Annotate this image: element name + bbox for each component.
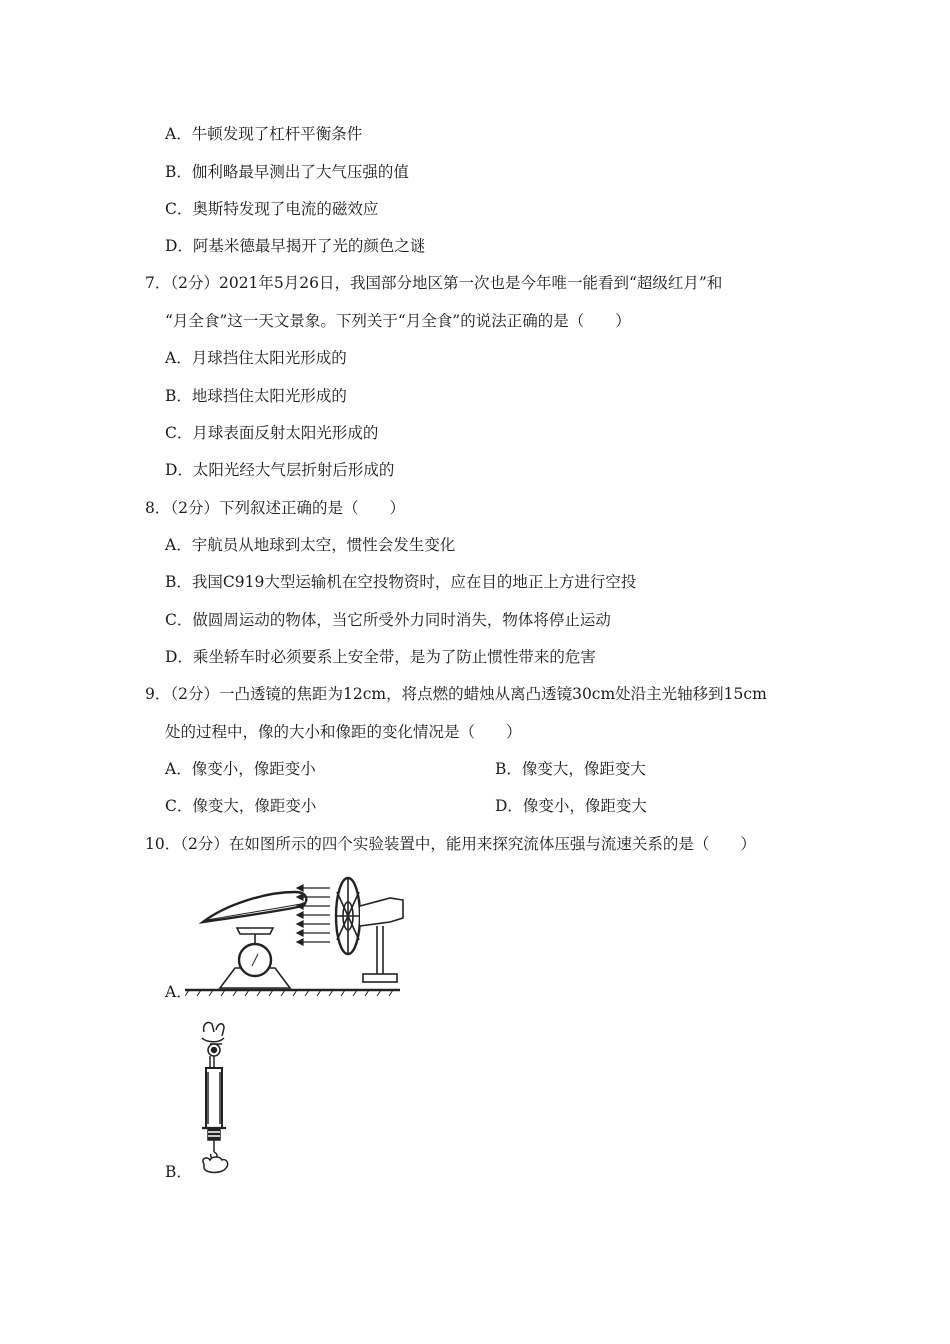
q6-option-c: C．奥斯特发现了电流的磁效应 xyxy=(165,200,379,218)
q10-figure-b xyxy=(192,1018,240,1178)
q6-option-a: A．牛顿发现了杠杆平衡条件 xyxy=(165,125,363,143)
q7-stem-line2: “月全食”这一天文景象。下列关于“月全食”的说法正确的是（ ） xyxy=(165,312,631,330)
q7-option-d: D．太阳光经大气层折射后形成的 xyxy=(165,461,395,479)
q7-option-c: C．月球表面反射太阳光形成的 xyxy=(165,424,379,442)
q8-option-c: C．做圆周运动的物体，当它所受外力同时消失，物体将停止运动 xyxy=(165,611,611,629)
q7-option-b: B．地球挡住太阳光形成的 xyxy=(165,387,347,405)
q9-option-d: D．像变小，像距变大 xyxy=(495,797,647,815)
q9-option-a: A．像变小，像距变小 xyxy=(165,760,316,778)
q8-option-b: B．我国C919大型运输机在空投物资时，应在目的地正上方进行空投 xyxy=(165,573,637,591)
q9-option-b: B．像变大，像距变大 xyxy=(495,760,646,778)
q9-option-c: C．像变大，像距变小 xyxy=(165,797,317,815)
q10-option-b-label: B． xyxy=(165,1163,192,1181)
q6-option-d: D．阿基米德最早揭开了光的颜色之谜 xyxy=(165,237,426,255)
q7-stem-line1: 7．（2分）2021年5月26日，我国部分地区第一次也是今年唯一能看到“超级红月”和 xyxy=(145,274,723,292)
q10-stem: 10．（2分）在如图所示的四个实验装置中，能用来探究流体压强与流速关系的是（ ） xyxy=(145,835,756,853)
q7-option-a: A．月球挡住太阳光形成的 xyxy=(165,349,347,367)
q6-option-b: B．伽利略最早测出了大气压强的值 xyxy=(165,163,409,181)
q8-option-a: A．宇航员从地球到太空，惯性会发生变化 xyxy=(165,536,456,554)
q10-figure-a xyxy=(185,870,410,1000)
q9-stem-line2: 处的过程中，像的大小和像距的变化情况是（ ） xyxy=(165,723,522,741)
q8-option-d: D．乘坐轿车时必须要系上安全带，是为了防止惯性带来的危害 xyxy=(165,648,596,666)
q8-stem: 8．（2分）下列叙述正确的是（ ） xyxy=(145,499,405,517)
q10-option-a-label: A． xyxy=(165,983,192,1001)
q9-stem-line1: 9．（2分）一凸透镜的焦距为12cm，将点燃的蜡烛从离凸透镜30cm处沿主光轴移到15cm xyxy=(145,685,767,703)
